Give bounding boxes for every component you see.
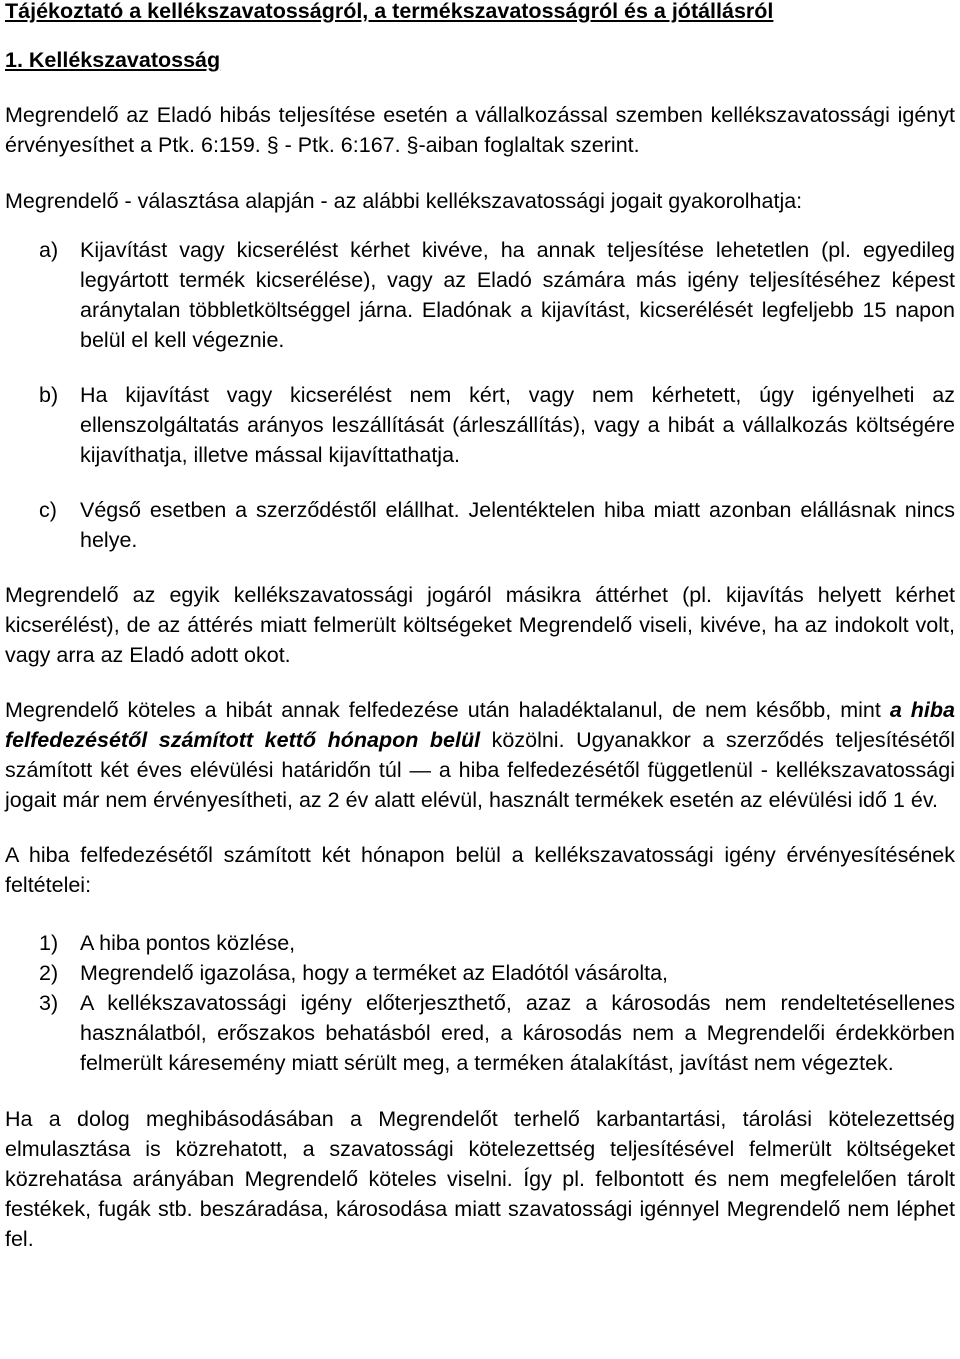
rights-list: [5, 235, 955, 555]
list-item: [5, 235, 955, 355]
list-marker: b): [39, 383, 59, 407]
list-marker: c): [39, 498, 57, 522]
paragraph-switching-rights: Megrendelő az egyik kellékszavatossági jogáról másikra áttérhet (pl. kijavítás helyett kérhet kicserélést), de az áttérés miatt felmerült költségeket Megrendelő viseli, kivéve, ha az indokolt volt, vagy arra az Eladó adott okot.: [5, 583, 955, 667]
paragraph-rights-intro: Megrendelő - választása alapján - az alábbi kellékszavatossági jogait gyakorolhatja:: [5, 189, 803, 213]
list-item: [5, 928, 955, 958]
paragraph-maintenance-obligation: Ha a dolog meghibásodásában a Megrendelőt terhelő karbantartási, tárolási kötelezettség elmulasztása is közrehatott, a szavatossági kötelezettség teljesítésével felmerült költségeket közrehatása arányában Megrendelő köteles viselni. Így pl. felbontott és nem megfelelően tárolt festékek, fugák stb. beszáradása, károsodása miatt szavatossági igénnyel Megrendelő nem léphet fel.: [5, 1107, 955, 1251]
list-item: [5, 380, 955, 470]
section-heading-kellekszavatossag: 1. Kellékszavatosság: [5, 48, 221, 72]
list-item-text: Ha kijavítást vagy kicserélést nem kért, vagy nem kérhetett, úgy igényelheti az ellenszolgáltatás arányos leszállítását (árleszállítás), vagy a hibát a vállalkozás költségére kijavíthatja, illetve mással kijavíttathatja.: [80, 383, 955, 467]
list-marker: 3): [39, 991, 59, 1015]
list-item-text: A kellékszavatossági igény előterjeszthető, azaz a károsodás nem rendeltetésellenes használatból, erőszakos behatásból ered, a károsodás nem a Megrendelői érdekkörben felmerült káresemény miatt sérült meg, a terméken átalakítást, javítást nem végeztek.: [80, 991, 955, 1075]
list-marker: 1): [39, 931, 59, 955]
list-item: [5, 988, 955, 1078]
document-page: [5, 0, 955, 1254]
paragraph-notification-deadline: [5, 695, 955, 815]
deadline-emphasis: a hiba felfedezésétől számított kettő hónapon belül: [5, 698, 955, 752]
list-item-text: Végső esetben a szerződéstől elállhat. Jelentéktelen hiba miatt azonban elállásnak nincs helye.: [80, 498, 955, 552]
conditions-list: [5, 928, 955, 1078]
paragraph-intro: Megrendelő az Eladó hibás teljesítése esetén a vállalkozással szemben kellékszavatossági igényt érvényesíthet a Ptk. 6:159. § - Ptk. 6:167. §-aiban foglaltak szerint.: [5, 103, 955, 157]
deadline-text-before: Megrendelő köteles a hibát annak felfedezése után haladéktalanul, de nem később, mint: [5, 698, 890, 722]
list-item-text: A hiba pontos közlése,: [80, 931, 296, 955]
list-item-text: Kijavítást vagy kicserélést kérhet kivéve, ha annak teljesítése lehetetlen (pl. egyedileg legyártott termék kicserélése), vagy az Eladó számára más igény teljesítéséhez képest aránytalan többletköltséggel járna. Eladónak a kijavítást, kicserélését legfeljebb 15 napon belül el kell végeznie.: [80, 238, 955, 352]
document-title: Tájékoztató a kellékszavatosságról, a termékszavatosságról és a jótállásról: [5, 0, 774, 23]
list-item: [5, 958, 955, 988]
paragraph-conditions-intro: A hiba felfedezésétől számított két hónapon belül a kellékszavatossági igény érvényesítésének feltételei:: [5, 843, 955, 897]
list-marker: 2): [39, 961, 59, 985]
list-item-text: Megrendelő igazolása, hogy a terméket az Eladótól vásárolta,: [80, 961, 669, 985]
list-item: [5, 495, 955, 555]
list-marker: a): [39, 238, 59, 262]
deadline-text-after: közölni. Ugyanakkor a szerződés teljesítésétől számított két éves elévülési határidőn túl — a hiba felfedezésétől függetlenül - kellékszavatossági jogait már nem érvényesítheti, az 2 év alatt elévül, használt termékek esetén az elévülési idő 1 év.: [5, 728, 955, 812]
